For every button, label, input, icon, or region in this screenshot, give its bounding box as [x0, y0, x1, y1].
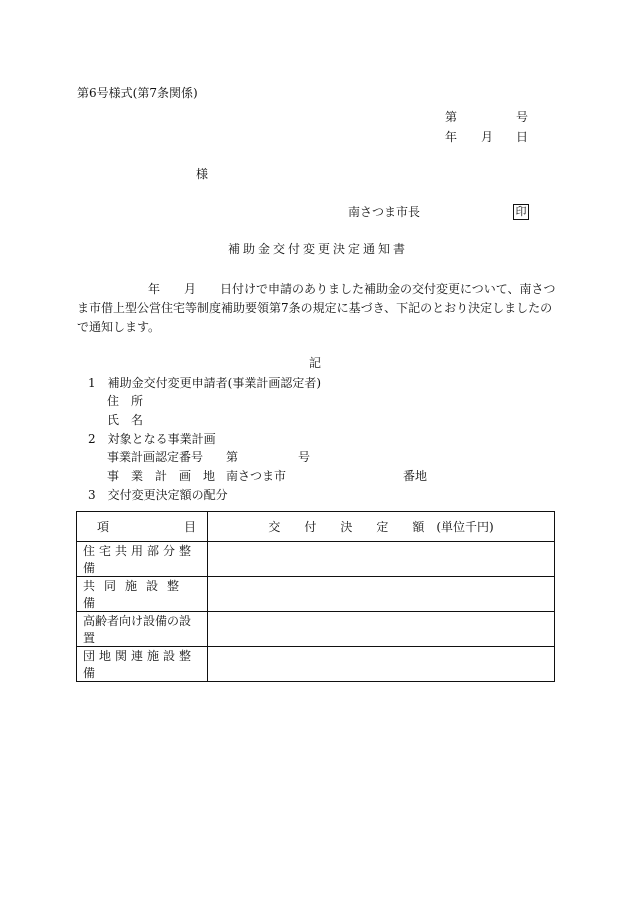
- item2-cert-suffix: 号: [298, 450, 311, 464]
- addressee-suffix: 様: [196, 167, 209, 181]
- ki-heading: 記: [309, 356, 322, 370]
- amount-cell: [208, 647, 555, 682]
- notice-body: [77, 280, 557, 337]
- row-label: 共同施設整備: [77, 577, 208, 612]
- seal-mark: 印: [513, 204, 529, 220]
- table-row: [77, 647, 555, 682]
- item1-label: 1 補助金交付変更申請者(事業計画認定者): [88, 376, 321, 390]
- item1-name-label: 氏 名: [107, 413, 144, 427]
- row-label: 住宅共用部分整備: [77, 542, 208, 577]
- allocation-table: [76, 511, 555, 682]
- amount-cell: [208, 577, 555, 612]
- amount-cell: [208, 612, 555, 647]
- header-item-b: 目: [183, 520, 197, 534]
- table-row: [77, 612, 555, 647]
- header-item-cell: [77, 512, 208, 542]
- body-month: 月: [184, 282, 197, 296]
- body-line1-rest: 日付けで申請のありました補助金の交付変更について、南さつ: [220, 282, 556, 296]
- table-row: [77, 577, 555, 612]
- body-year: 年: [148, 282, 161, 296]
- doc-number-suffix: 号: [516, 110, 529, 124]
- item2-site-label: 事 業 計 画 地: [107, 469, 216, 483]
- item2-site-banchi: 番地: [403, 469, 428, 483]
- document-title: 補助金交付変更決定通知書: [228, 242, 409, 256]
- item2-label: 2 対象となる事業計画: [88, 432, 216, 446]
- table-row: [77, 542, 555, 577]
- doc-number-prefix: 第: [445, 110, 458, 124]
- item1-address-label: 住 所: [107, 394, 144, 408]
- body-line3: で通知します。: [77, 320, 161, 334]
- item2-cert-prefix: 第: [226, 450, 239, 464]
- item2-cert-label: 事業計画認定番号: [107, 450, 204, 464]
- item2-site-city: 南さつま市: [226, 469, 287, 483]
- form-number: 第6号様式(第7条関係): [77, 86, 198, 100]
- row-label: 団地関連施設整備: [77, 647, 208, 682]
- item3-label: 3 交付変更決定額の配分: [88, 488, 228, 502]
- table-header-row: [77, 512, 555, 542]
- row-label: 高齢者向け設備の設置: [77, 612, 208, 647]
- body-line2: ま市借上型公営住宅等制度補助要領第7条の規定に基づき、下記のとおり決定しましたの: [77, 301, 553, 315]
- issuer: 南さつま市長: [348, 205, 421, 219]
- date-day: 日: [516, 130, 529, 144]
- header-item-a: 項: [97, 520, 111, 534]
- date-year: 年: [445, 130, 458, 144]
- header-amount: 交 付 決 定 額 (単位千円): [208, 512, 555, 542]
- amount-cell: [208, 542, 555, 577]
- date-month: 月: [481, 130, 494, 144]
